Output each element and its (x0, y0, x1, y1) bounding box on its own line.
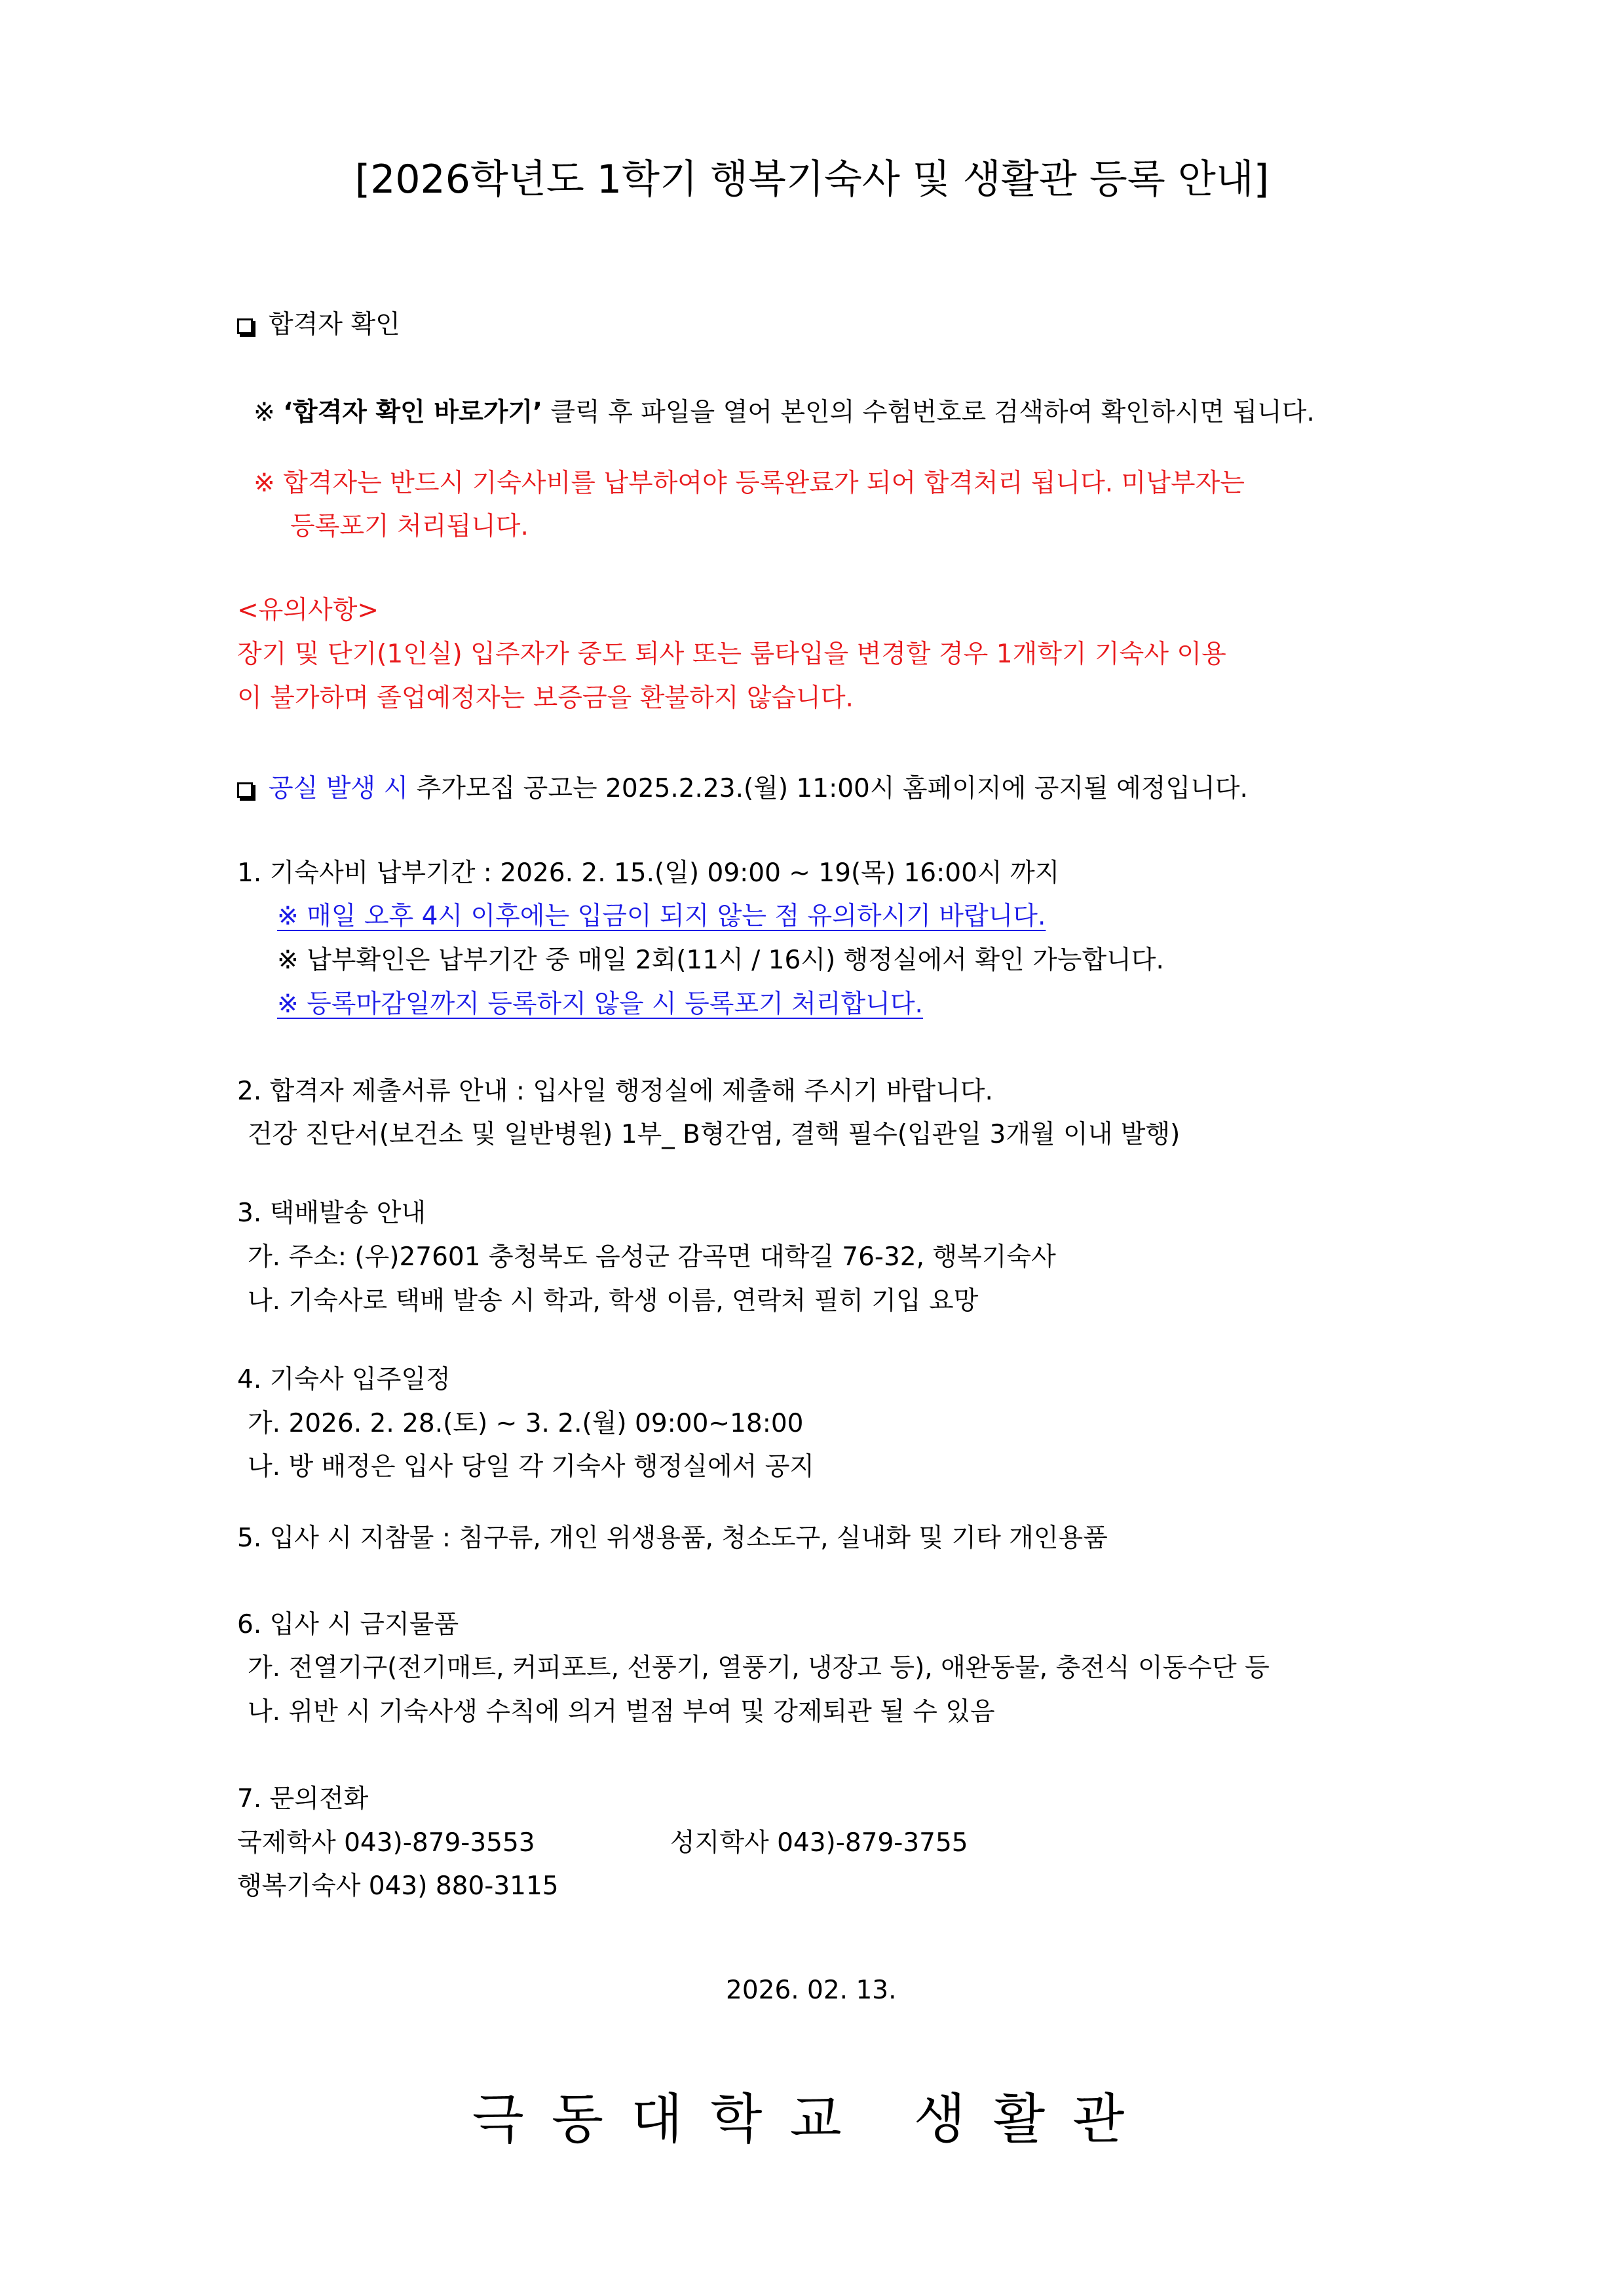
vacancy-highlight: 공실 발생 시 (269, 774, 409, 803)
item6-penalty: 나. 위반 시 기숙사생 수칙에 의거 벌점 부여 및 강제퇴관 될 수 있음 (248, 1697, 995, 1727)
page-title: [2026학년도 1학기 행복기숙사 및 생활관 등록 안내] (354, 157, 1270, 202)
item1-note-forfeit: ※ 등록마감일까지 등록하지 않을 시 등록포기 처리합니다. (277, 989, 923, 1019)
confirm-note (254, 396, 1315, 430)
reference-mark: ※ (254, 398, 275, 427)
caution-heading: <유의사항> (237, 596, 379, 625)
item5-heading: 5. 입사 시 지참물 (237, 1523, 434, 1553)
item1-note-deadline: ※ 매일 오후 4시 이후에는 입금이 되지 않는 점 유의하시기 바랍니다. (277, 902, 1046, 931)
section-confirm-title: 합격자 확인 (269, 310, 400, 339)
item4-schedule: 가. 2026. 2. 28.(토) ~ 3. 2.(월) 09:00~18:00 (248, 1409, 804, 1438)
item7-heading: 7. 문의전화 (237, 1784, 369, 1814)
item2-detail: 건강 진단서(보건소 및 일반병원) 1부_ B형간염, 결핵 필수(입관일 3개월 이내 발행) (248, 1120, 1180, 1149)
payment-warning-line2: 등록포기 처리됩니다. (290, 512, 529, 541)
caution-line2: 이 불가하며 졸업예정자는 보증금을 환불하지 않습니다. (237, 683, 854, 713)
item4-heading: 4. 기숙사 입주일정 (237, 1365, 451, 1394)
item3-address: 가. 주소: (우)27601 충청북도 음성군 감곡면 대학길 76-32, 행복기숙사 (248, 1242, 1056, 1272)
item6-heading: 6. 입사 시 금지물품 (237, 1610, 459, 1639)
item3-heading: 3. 택배발송 안내 (237, 1198, 426, 1228)
item3-instruction: 나. 기숙사로 택배 발송 시 학과, 학생 이름, 연락처 필히 기입 요망 (248, 1286, 979, 1316)
confirm-note-text: 클릭 후 파일을 열어 본인의 수험번호로 검색하여 확인하시면 됩니다. (550, 398, 1315, 427)
payment-warning-line1: ※ 합격자는 반드시 기숙사비를 납부하여야 등록완료가 되어 합격처리 됩니다. 미납부자는 (254, 469, 1245, 498)
vacancy-text: 추가모집 공고는 2025.2.23.(월) 11:00시 홈페이지에 공지될 예정입니다. (416, 774, 1248, 803)
checkbox-square-icon (237, 782, 253, 798)
vacancy-notice (237, 772, 1248, 806)
item6-prohibited: 가. 전열기구(전기매트, 커피포트, 선풍기, 열풍기, 냉장고 등), 애완동물, 충전식 이동수단 등 (248, 1653, 1270, 1683)
item1-heading: 1. 기숙사비 납부기간 : 2026. 2. 15.(일) 09:00 ~ 19(목) 16:00시 까지 (237, 858, 1060, 888)
phone-gukje: 국제학사 043)-879-3553 (237, 1828, 535, 1858)
phone-seongji: 성지학사 043)-879-3755 (670, 1828, 968, 1858)
organization-signature: 극동대학교 생활관 (472, 2088, 1152, 2151)
checkbox-square-icon (237, 318, 253, 334)
item5-items: : 침구류, 개인 위생용품, 청소도구, 실내화 및 기타 개인용품 (442, 1523, 1108, 1553)
item2-heading: 2. 합격자 제출서류 안내 : 입사일 행정실에 제출해 주시기 바랍니다. (237, 1077, 993, 1106)
confirm-link[interactable]: ‘합격자 확인 바로가기’ (283, 398, 542, 427)
item5-line (237, 1521, 1108, 1556)
phone-happy-dorm: 행복기숙사 043) 880-3115 (237, 1871, 559, 1901)
item1-note-confirm: ※ 납부확인은 납부기간 중 매일 2회(11시 / 16시) 행정실에서 확인 가능합니다. (277, 946, 1164, 975)
section-confirm-heading (237, 308, 400, 342)
notice-date: 2026. 02. 13. (726, 1976, 897, 2005)
item4-room-assignment: 나. 방 배정은 입사 당일 각 기숙사 행정실에서 공지 (248, 1452, 815, 1482)
caution-line1: 장기 및 단기(1인실) 입주자가 중도 퇴사 또는 룸타입을 변경할 경우 1개학기 기숙사 이용 (237, 640, 1226, 669)
